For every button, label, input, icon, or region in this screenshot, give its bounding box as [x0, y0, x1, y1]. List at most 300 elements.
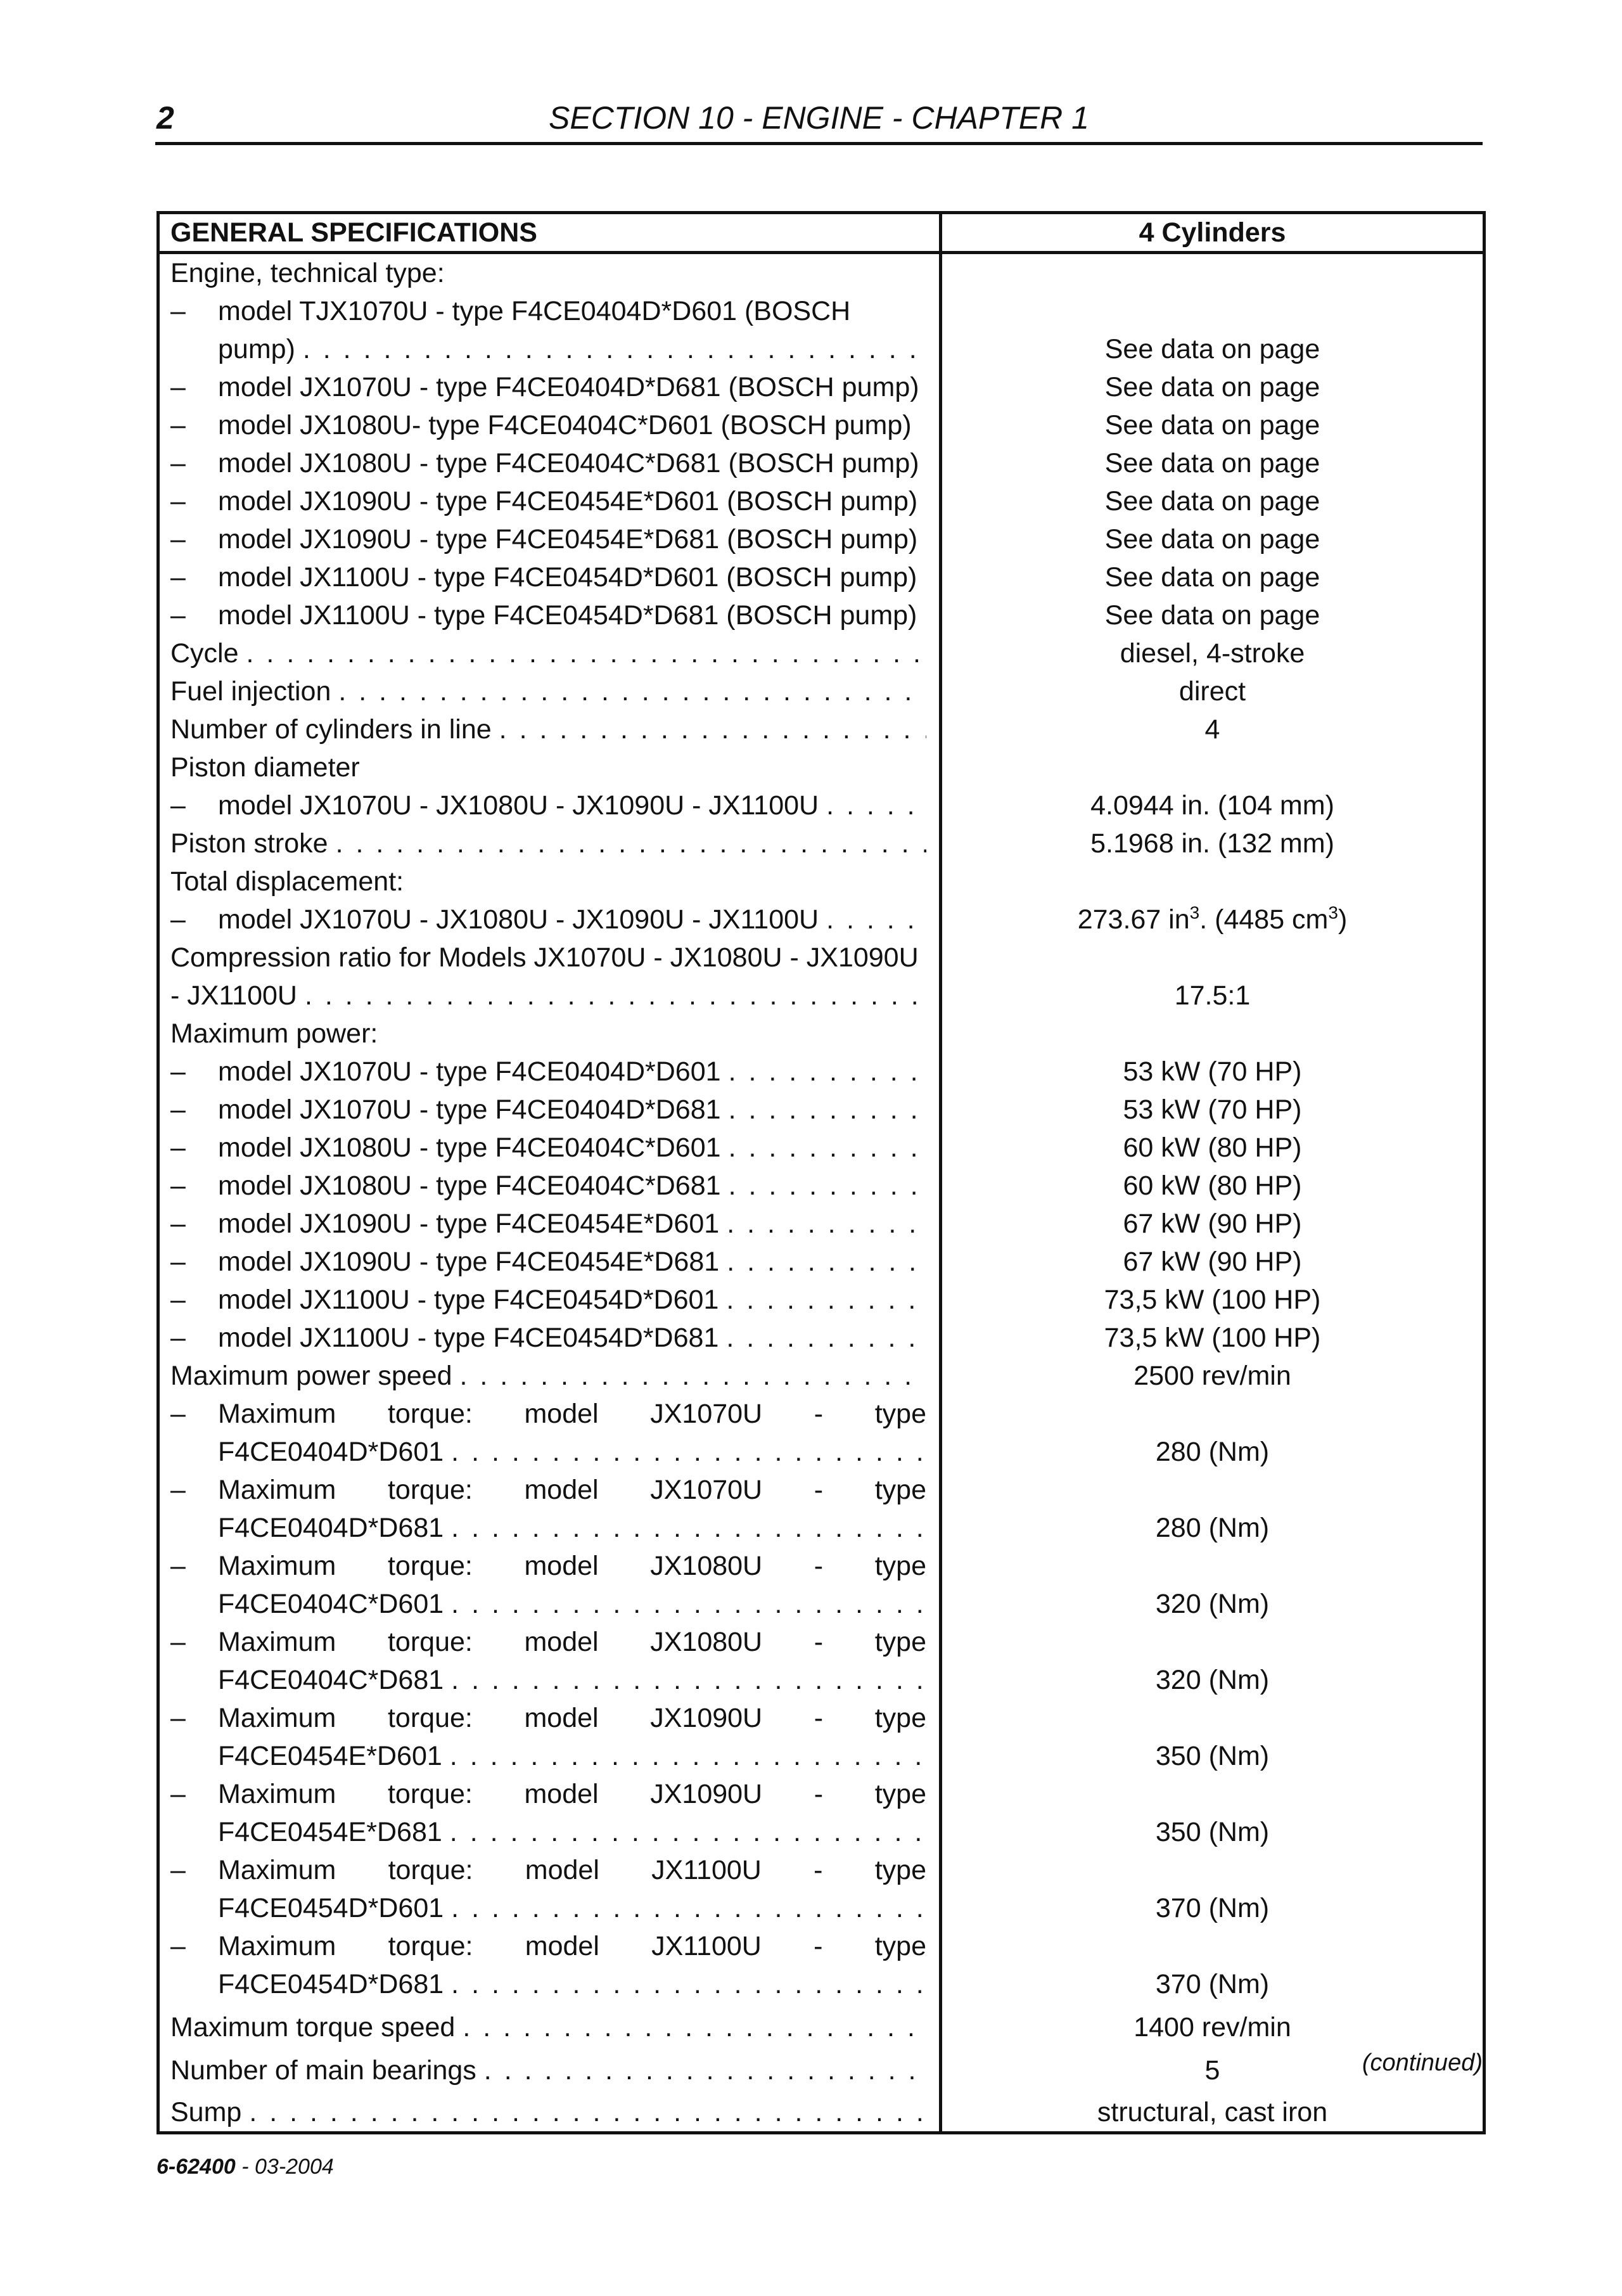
table-row — [158, 558, 1485, 596]
word: - — [814, 1475, 824, 1505]
spec-label-cell — [158, 1319, 941, 1357]
spec-label-cell — [158, 1053, 941, 1091]
table-row — [158, 748, 1485, 786]
dash-mark: – — [170, 1399, 186, 1429]
spec-label-cell — [158, 863, 941, 901]
max-torque-type-text: F4CE0454E*D681 — [218, 1817, 442, 1847]
word: torque: — [387, 1703, 473, 1733]
spec-label-cell — [158, 2046, 941, 2089]
spec-value-cell: See data on page — [941, 292, 1485, 368]
max-power-model-5 — [170, 1243, 926, 1281]
leader-dots — [451, 1433, 926, 1471]
piston-stroke-label-text: Piston stroke — [170, 828, 328, 859]
spec-value-cell: 320 (Nm) — [941, 1547, 1485, 1623]
max-torque-line-1 — [170, 1471, 926, 1509]
spec-value-cell: See data on page — [941, 596, 1485, 634]
spec-value-cell — [941, 863, 1485, 901]
word: - — [814, 1399, 824, 1429]
word: Maximum — [218, 1931, 336, 1961]
dash-mark: – — [170, 410, 186, 440]
word: - — [814, 1703, 824, 1733]
spec-label-cell — [158, 1167, 941, 1205]
table-row — [158, 901, 1485, 939]
leader-dots — [463, 2008, 926, 2046]
max-power-model-2 — [170, 1129, 926, 1167]
spec-value-cell: 53 kW (70 HP) — [941, 1053, 1485, 1091]
dash-mark: – — [170, 524, 186, 555]
word: type — [874, 1399, 926, 1429]
engine-model-5-text: model JX1090U - type F4CE0454E*D681 (BOSCH pump) — [218, 524, 918, 555]
cycle-label-text: Cycle — [170, 638, 239, 669]
table-row — [158, 368, 1485, 406]
word: JX1070U — [650, 1399, 763, 1429]
word: Maximum — [218, 1551, 336, 1581]
dash-mark: – — [170, 448, 186, 478]
max-power-label — [170, 1015, 926, 1053]
dash-mark: – — [170, 1132, 186, 1163]
word: torque: — [388, 1931, 473, 1961]
table-row — [158, 1927, 1485, 2003]
dash-mark: – — [170, 1551, 186, 1581]
word: JX1080U — [650, 1627, 763, 1657]
dash-mark: – — [170, 1094, 186, 1125]
leader-dots — [727, 1243, 926, 1281]
displacement-value-c: ) — [1338, 904, 1348, 935]
spec-value-cell: 73,5 kW (100 HP) — [941, 1319, 1485, 1357]
max-torque-type-0 — [170, 1433, 926, 1471]
engine-model-0-cont — [170, 330, 926, 368]
leader-dots — [451, 1661, 926, 1699]
max-torque-words — [218, 1547, 926, 1585]
dash-mark: – — [170, 562, 186, 593]
max-torque-words — [218, 1395, 926, 1433]
table-row — [158, 1775, 1485, 1851]
leader-dots — [338, 672, 926, 710]
table-row — [158, 1471, 1485, 1547]
word: type — [874, 1855, 926, 1885]
leader-dots — [246, 634, 926, 672]
spec-value-cell: 2500 rev/min — [941, 1357, 1485, 1395]
piston-diameter-label-text: Piston diameter — [170, 752, 360, 783]
spec-value-cell — [941, 748, 1485, 786]
spec-label-cell — [158, 824, 941, 863]
spec-value-cell: 350 (Nm) — [941, 1775, 1485, 1851]
spec-label-cell — [158, 368, 941, 406]
table-row — [158, 1547, 1485, 1623]
spec-label-cell — [158, 1205, 941, 1243]
max-torque-type-4 — [170, 1737, 926, 1775]
spec-label-cell — [158, 1927, 941, 2003]
dash-mark: – — [170, 372, 186, 402]
spec-label-cell — [158, 1775, 941, 1851]
piston-diameter-model — [170, 786, 926, 824]
spec-label-cell — [158, 520, 941, 558]
max-torque-words — [218, 1699, 926, 1737]
leader-dots — [729, 1053, 926, 1091]
leader-dots — [727, 1205, 926, 1243]
max-torque-words — [218, 1775, 926, 1813]
piston-stroke-label — [170, 824, 926, 863]
spec-value-cell: 17.5:1 — [941, 939, 1485, 1015]
doc-number: 6-62400 — [156, 2155, 236, 2179]
dash-mark: – — [170, 1779, 186, 1809]
word: JX1090U — [650, 1779, 763, 1809]
spec-label-cell — [158, 292, 941, 368]
word: Maximum — [218, 1475, 336, 1505]
engine-model-4-text: model JX1090U - type F4CE0454E*D601 (BOSCH pump) — [218, 486, 918, 516]
spec-label-cell — [158, 406, 941, 444]
dash-mark: – — [170, 1209, 186, 1239]
table-row — [158, 710, 1485, 748]
leader-dots — [450, 1737, 926, 1775]
displacement-value-b: . (4485 cm — [1199, 904, 1329, 935]
word: - — [814, 1779, 824, 1809]
table-row — [158, 444, 1485, 482]
word: torque: — [388, 1855, 473, 1885]
spec-label-cell — [158, 634, 941, 672]
word: type — [874, 1627, 926, 1657]
word: type — [874, 1703, 926, 1733]
dash-mark: – — [170, 486, 186, 516]
table-row — [158, 1319, 1485, 1357]
max-torque-type-text: F4CE0404C*D681 — [218, 1665, 444, 1695]
word: model — [524, 1703, 599, 1733]
spec-value-cell: See data on page — [941, 406, 1485, 444]
table-header-row — [158, 213, 1485, 253]
max-torque-line-7 — [170, 1927, 926, 1965]
max-power-model-6 — [170, 1281, 926, 1319]
word: type — [874, 1931, 926, 1961]
spec-value-cell: 4.0944 in. (104 mm) — [941, 786, 1485, 824]
leader-dots — [460, 1357, 926, 1395]
spec-value-cell: 280 (Nm) — [941, 1471, 1485, 1547]
spec-label-cell — [158, 939, 941, 1015]
dash-mark: – — [170, 1627, 186, 1657]
word: Maximum — [218, 1399, 336, 1429]
max-power-speed-label — [170, 1357, 926, 1395]
col1-title: GENERAL SPECIFICATIONS — [158, 213, 941, 253]
word: model — [525, 1855, 599, 1885]
leader-dots — [729, 1167, 926, 1205]
table-row — [158, 1243, 1485, 1281]
max-torque-words — [218, 1927, 926, 1965]
leader-dots — [303, 330, 926, 368]
table-row — [158, 1091, 1485, 1129]
table-row — [158, 1357, 1485, 1395]
displacement-label — [170, 863, 926, 901]
max-torque-line-5 — [170, 1775, 926, 1813]
max-power-label-text: Maximum power: — [170, 1018, 378, 1049]
exponent: 3 — [1189, 902, 1200, 923]
word: Maximum — [218, 1855, 336, 1885]
table-row — [158, 863, 1485, 901]
table-row — [158, 596, 1485, 634]
table-row — [158, 1623, 1485, 1699]
max-torque-words — [218, 1851, 926, 1889]
cycle-label — [170, 634, 926, 672]
engine-model-7-text: model JX1100U - type F4CE0454D*D681 (BOSCH pump) — [218, 600, 917, 631]
leader-dots — [729, 1091, 926, 1129]
spec-label-cell — [158, 2003, 941, 2046]
leader-dots — [499, 710, 926, 748]
piston-diameter-model-text: model JX1070U - JX1080U - JX1090U - JX1100U — [218, 790, 819, 821]
spec-label-cell — [158, 1357, 941, 1395]
table-row — [158, 1205, 1485, 1243]
doc-date: 03-2004 — [255, 2155, 334, 2179]
max-torque-type-text: F4CE0404D*D681 — [218, 1513, 444, 1543]
fuel-injection-label-text: Fuel injection — [170, 676, 331, 707]
word: torque: — [387, 1627, 473, 1657]
word: model — [524, 1399, 599, 1429]
leader-dots — [450, 1813, 926, 1851]
word: torque: — [387, 1475, 473, 1505]
word: Maximum — [218, 1779, 336, 1809]
max-torque-type-text: F4CE0454E*D601 — [218, 1741, 442, 1771]
page-header — [155, 94, 1483, 145]
spec-value-cell: 67 kW (90 HP) — [941, 1243, 1485, 1281]
max-torque-line-2 — [170, 1547, 926, 1585]
max-power-model-0-text: model JX1070U - type F4CE0404D*D601 — [218, 1056, 721, 1087]
word: Maximum — [218, 1627, 336, 1657]
word: type — [874, 1779, 926, 1809]
table-row — [158, 824, 1485, 863]
max-power-model-3-text: model JX1080U - type F4CE0404C*D681 — [218, 1170, 721, 1201]
cylinders-label — [170, 710, 926, 748]
leader-dots — [826, 786, 926, 824]
max-torque-type-text: F4CE0404D*D601 — [218, 1437, 444, 1467]
spec-value-cell: 60 kW (80 HP) — [941, 1129, 1485, 1167]
spec-label-cell — [158, 558, 941, 596]
sump-label — [170, 2093, 926, 2131]
spec-label-cell — [158, 1129, 941, 1167]
table-row — [158, 1167, 1485, 1205]
engine-model-3-text: model JX1080U - type F4CE0404C*D681 (BOSCH pump) — [218, 448, 919, 478]
fuel-injection-label — [170, 672, 926, 710]
dash-mark: – — [170, 600, 186, 631]
table-row — [158, 2046, 1485, 2089]
table-row — [158, 253, 1485, 293]
table-row — [158, 1281, 1485, 1319]
leader-dots — [726, 1281, 926, 1319]
dash-mark: – — [170, 1855, 186, 1885]
spec-value-cell: 60 kW (80 HP) — [941, 1167, 1485, 1205]
word: type — [874, 1475, 926, 1505]
word: JX1090U — [650, 1703, 763, 1733]
spec-value-cell: 5.1968 in. (132 mm) — [941, 824, 1485, 863]
spec-label-cell — [158, 748, 941, 786]
spec-label-cell — [158, 786, 941, 824]
spec-label-cell — [158, 710, 941, 748]
engine-model-1 — [170, 368, 926, 406]
engine-model-2 — [170, 406, 926, 444]
max-torque-speed-label — [170, 2008, 926, 2046]
leader-dots — [451, 1965, 926, 2003]
max-torque-line-6 — [170, 1851, 926, 1889]
table-row — [158, 2089, 1485, 2132]
word: model — [524, 1779, 599, 1809]
spec-value-cell: 5 — [941, 2046, 1485, 2089]
leader-dots — [305, 977, 926, 1015]
table-row — [158, 482, 1485, 520]
max-power-model-6-text: model JX1100U - type F4CE0454D*D601 — [218, 1285, 719, 1315]
spec-value-cell: 53 kW (70 HP) — [941, 1091, 1485, 1129]
compression-label-text: Compression ratio for Models JX1070U - JX1080U - JX1090U — [170, 942, 919, 973]
spec-value-cell — [941, 1015, 1485, 1053]
engine-type-label-text: Engine, technical type: — [170, 258, 445, 288]
max-torque-words — [218, 1471, 926, 1509]
spec-table — [156, 211, 1486, 2134]
dash-mark: – — [170, 1056, 186, 1087]
max-torque-type-5 — [170, 1813, 926, 1851]
spec-label-cell — [158, 2089, 941, 2132]
cylinders-label-text: Number of cylinders in line — [170, 714, 492, 745]
table-row — [158, 672, 1485, 710]
dash-mark: – — [170, 1475, 186, 1505]
table-row — [158, 939, 1485, 1015]
word: type — [874, 1551, 926, 1581]
table-row — [158, 2003, 1485, 2046]
dash-mark: – — [170, 1170, 186, 1201]
word: JX1080U — [650, 1551, 763, 1581]
displacement-model — [170, 901, 926, 939]
max-torque-type-7 — [170, 1965, 926, 2003]
spec-label-cell — [158, 1623, 941, 1699]
max-power-model-1-text: model JX1070U - type F4CE0404D*D681 — [218, 1094, 721, 1125]
compression-label — [170, 939, 926, 977]
word: JX1100U — [651, 1931, 762, 1961]
word: model — [525, 1931, 599, 1961]
word: model — [524, 1551, 599, 1581]
table-row — [158, 634, 1485, 672]
main-bearings-label-text: Number of main bearings — [170, 2055, 476, 2086]
table-row — [158, 292, 1485, 368]
engine-model-6 — [170, 558, 926, 596]
compression-label-cont — [170, 977, 926, 1015]
word: torque: — [387, 1779, 473, 1809]
max-power-model-4 — [170, 1205, 926, 1243]
leader-dots — [826, 901, 926, 939]
spec-value-cell: See data on page — [941, 520, 1485, 558]
table-row — [158, 520, 1485, 558]
leader-dots — [249, 2093, 926, 2131]
engine-model-7 — [170, 596, 926, 634]
engine-model-1-text: model JX1070U - type F4CE0404D*D681 (BOSCH pump) — [218, 372, 919, 402]
dash-mark: – — [170, 790, 186, 821]
spec-label-cell — [158, 482, 941, 520]
spec-label-cell — [158, 1547, 941, 1623]
max-torque-speed-label-text: Maximum torque speed — [170, 2012, 456, 2043]
leader-dots — [336, 824, 926, 863]
footer-sep: - — [235, 2155, 255, 2179]
dash-mark: – — [170, 1703, 186, 1733]
spec-value-cell: direct — [941, 672, 1485, 710]
spec-label-cell — [158, 253, 941, 293]
table-row — [158, 786, 1485, 824]
word: model — [524, 1475, 599, 1505]
exponent: 3 — [1328, 902, 1338, 923]
spec-value-cell: 73,5 kW (100 HP) — [941, 1281, 1485, 1319]
spec-value-cell: 320 (Nm) — [941, 1623, 1485, 1699]
spec-label-cell — [158, 1243, 941, 1281]
spec-value-cell: 370 (Nm) — [941, 1927, 1485, 2003]
table-row — [158, 1015, 1485, 1053]
spec-label-cell — [158, 1281, 941, 1319]
spec-value-cell: See data on page — [941, 558, 1485, 596]
max-torque-type-text: F4CE0454D*D601 — [218, 1893, 444, 1923]
max-torque-words — [218, 1623, 926, 1661]
max-torque-type-2 — [170, 1585, 926, 1623]
word: - — [814, 1931, 823, 1961]
sump-label-text: Sump — [170, 2096, 242, 2127]
max-power-model-0 — [170, 1053, 926, 1091]
spec-value-cell: diesel, 4-stroke — [941, 634, 1485, 672]
max-torque-line-3 — [170, 1623, 926, 1661]
spec-value-cell: 4 — [941, 710, 1485, 748]
max-torque-type-3 — [170, 1661, 926, 1699]
page-number: 2 — [156, 100, 174, 136]
engine-model-4 — [170, 482, 926, 520]
max-power-model-7-text: model JX1100U - type F4CE0454D*D681 — [218, 1323, 719, 1353]
spec-value-cell: 67 kW (90 HP) — [941, 1205, 1485, 1243]
table-row — [158, 1129, 1485, 1167]
word: model — [524, 1627, 599, 1657]
dash-mark: – — [170, 296, 186, 326]
spec-label-cell — [158, 1015, 941, 1053]
spec-value-cell: See data on page — [941, 482, 1485, 520]
max-torque-line-0 — [170, 1395, 926, 1433]
max-power-speed-label-text: Maximum power speed — [170, 1361, 452, 1391]
section-title: SECTION 10 - ENGINE - CHAPTER 1 — [549, 100, 1089, 136]
spec-value-cell: structural, cast iron — [941, 2089, 1485, 2132]
word: - — [814, 1855, 823, 1885]
max-power-model-5-text: model JX1090U - type F4CE0454E*D681 — [218, 1247, 720, 1277]
spec-value-cell: 280 (Nm) — [941, 1395, 1485, 1471]
spec-label-cell — [158, 1851, 941, 1927]
engine-model-2-text: model JX1080U- type F4CE0404C*D601 (BOSCH pump) — [218, 410, 912, 440]
dash-mark: – — [170, 1285, 186, 1315]
piston-diameter-label — [170, 748, 926, 786]
engine-model-0-cont-text: pump) — [218, 334, 295, 364]
max-power-model-2-text: model JX1080U - type F4CE0404C*D601 — [218, 1132, 721, 1163]
max-torque-type-6 — [170, 1889, 926, 1927]
spec-value-cell: 1400 rev/min — [941, 2003, 1485, 2046]
spec-value-cell — [941, 253, 1485, 293]
dash-mark: – — [170, 1931, 186, 1961]
dash-mark: – — [170, 1247, 186, 1277]
spec-value-cell: See data on page — [941, 368, 1485, 406]
spec-label-cell — [158, 1699, 941, 1775]
table-row — [158, 1395, 1485, 1471]
spec-label-cell — [158, 596, 941, 634]
spec-label-cell — [158, 901, 941, 939]
engine-type-label — [170, 254, 926, 292]
max-torque-line-4 — [170, 1699, 926, 1737]
dash-mark: – — [170, 1323, 186, 1353]
dash-mark: – — [170, 904, 186, 935]
displacement-label-text: Total displacement: — [170, 866, 404, 897]
word: torque: — [387, 1551, 473, 1581]
spec-label-cell — [158, 1091, 941, 1129]
word: JX1100U — [651, 1855, 762, 1885]
continued-note: (continued) — [1362, 2049, 1483, 2076]
word: torque: — [387, 1399, 473, 1429]
leader-dots — [484, 2051, 926, 2089]
engine-model-6-text: model JX1100U - type F4CE0454D*D601 (BOSCH pump) — [218, 562, 917, 593]
table-row — [158, 1053, 1485, 1091]
table-row — [158, 406, 1485, 444]
word: JX1070U — [650, 1475, 763, 1505]
page-footer — [156, 2155, 334, 2179]
